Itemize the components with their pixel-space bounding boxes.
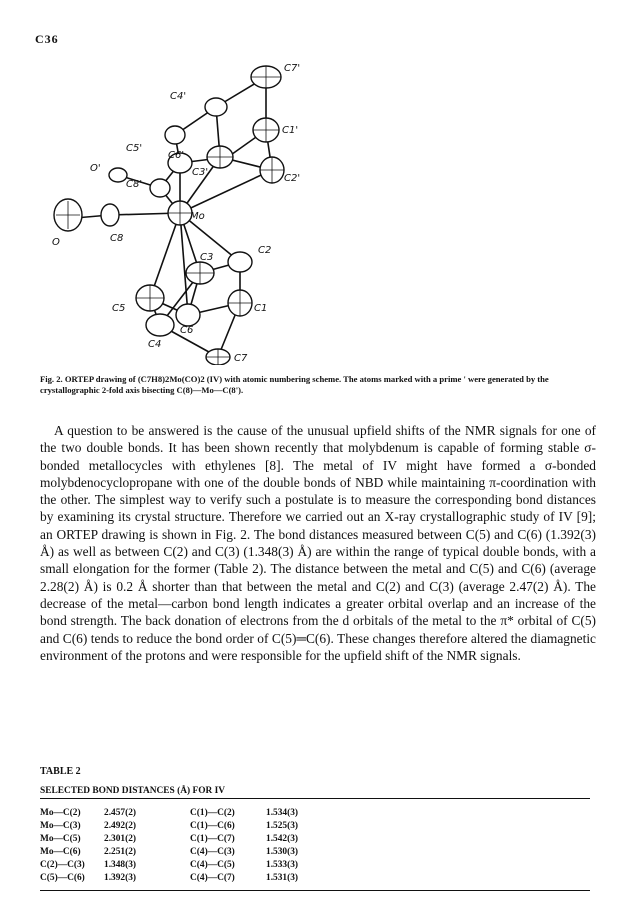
label-c7: C7: [234, 353, 248, 364]
body-text: [40, 422, 596, 664]
table-cell: C(2)—C(3): [40, 859, 85, 870]
table-cell: Mo—C(5): [40, 833, 81, 844]
table-cell: 1.525(3): [266, 820, 299, 831]
label-c6p: C6': [168, 150, 185, 161]
table-row: [40, 858, 326, 871]
table-cell: 1.530(3): [266, 846, 299, 857]
table-cell: C(1)—C(7): [190, 833, 235, 844]
table-title: TABLE 2: [40, 766, 81, 777]
table-cell: C(5)—C(6): [40, 872, 85, 883]
label-c3: C3: [200, 252, 214, 263]
table-cell: 1.534(3): [266, 807, 299, 818]
table-cell: C(4)—C(5): [190, 859, 235, 870]
label-c7p: C7': [284, 63, 301, 74]
label-c2: C2: [258, 245, 272, 256]
label-c5: C5: [112, 303, 126, 314]
table-cell: 1.542(3): [266, 833, 299, 844]
table-row: [40, 871, 326, 884]
label-c8p: C8': [126, 179, 143, 190]
table-cell: 2.301(2): [104, 833, 137, 844]
figure-caption: Fig. 2. ORTEP drawing of (C7H8)2Mo(CO)2 (IV) with atomic numbering scheme. The atoms marked with a prime ' were generated by the crystallographic 2-fold axis bisecting C(8)—Mo—C(8').: [40, 374, 549, 395]
table-cell: 2.492(2): [104, 820, 137, 831]
label-c1: C1: [254, 303, 268, 314]
label-c4p: C4': [170, 91, 187, 102]
table-cell: 2.457(2): [104, 807, 137, 818]
table-cell: Mo—C(2): [40, 807, 81, 818]
label-op: O': [90, 163, 101, 174]
table-row: [40, 819, 326, 832]
table-cell: Mo—C(3): [40, 820, 81, 831]
label-c6: C6: [180, 325, 194, 336]
table-cell: C(4)—C(7): [190, 872, 235, 883]
table-row: [40, 806, 326, 819]
table-cell: 2.251(2): [104, 846, 137, 857]
table-caption: SELECTED BOND DISTANCES (Å) FOR IV: [40, 786, 590, 799]
label-c5p: C5': [126, 143, 143, 154]
ortep-figure: [40, 55, 370, 365]
table-cell: Mo—C(6): [40, 846, 81, 857]
table-cell: 1.392(3): [104, 872, 137, 883]
label-c3p: C3': [192, 167, 209, 178]
ortep-drawing: [40, 55, 370, 365]
table-cell: C(1)—C(2): [190, 807, 235, 818]
table-cell: C(4)—C(3): [190, 846, 235, 857]
label-c1p: C1': [282, 125, 299, 136]
label-c2p: C2': [284, 173, 301, 184]
table-cell: C(1)—C(6): [190, 820, 235, 831]
table-bottom-rule: [40, 890, 590, 891]
table-cell: 1.348(3): [104, 859, 137, 870]
body-paragraph: A question to be answered is the cause of the unusual upfield shifts of the NMR signals for one of the two double bonds. It has been shown recently that molybdenum is capable of forming stable σ-bonded metallocycles with ethylenes [8]. The metal of IV might have formed a σ-bonded molybdenocyclopropane with one of the double bonds of NBD while maintaining π-coordination with the other. The simplest way to verify such a postulate is to measure the corresponding bond distances by examining its crystal structure. Therefore we carried out an X-ray crystallographic study of IV [9]; an ORTEP drawing is shown in Fig. 2. The bond distances measured between C(5) and C(6) (1.392(3) Å) as well as between C(2) and C(3) (1.348(3) Å) are within the range of typical double bonds, with a small elongation for the former (Table 2). The distance between the metal and C(5) and C(6) (average 2.28(2) Å) is 0.2 Å shorter than that between the metal and C(2) and C(3) (average 2.47(2) Å). The decrease of the metal—carbon bond length indicates a greater orbital overlap and an increase of the bond strength. The back donation of electrons from the d orbitals of the metal to the π* orbital of C(5) and C(6) tends to reduce the bond order of C(5)═C(6). These changes therefore altered the diamagnetic environment of the protons and were responsible for the upfield shift of the NMR signals.: [40, 423, 596, 663]
table-cell: 1.533(3): [266, 859, 299, 870]
table-row: [40, 845, 326, 858]
label-c4: C4: [148, 339, 162, 350]
label-mo: Mo: [190, 211, 205, 222]
table-cell: 1.531(3): [266, 872, 299, 883]
bond-distance-table: [40, 806, 326, 884]
label-c8: C8: [110, 233, 124, 244]
label-o: O: [52, 237, 60, 248]
page-number: C36: [35, 32, 59, 46]
table-row: [40, 832, 326, 845]
